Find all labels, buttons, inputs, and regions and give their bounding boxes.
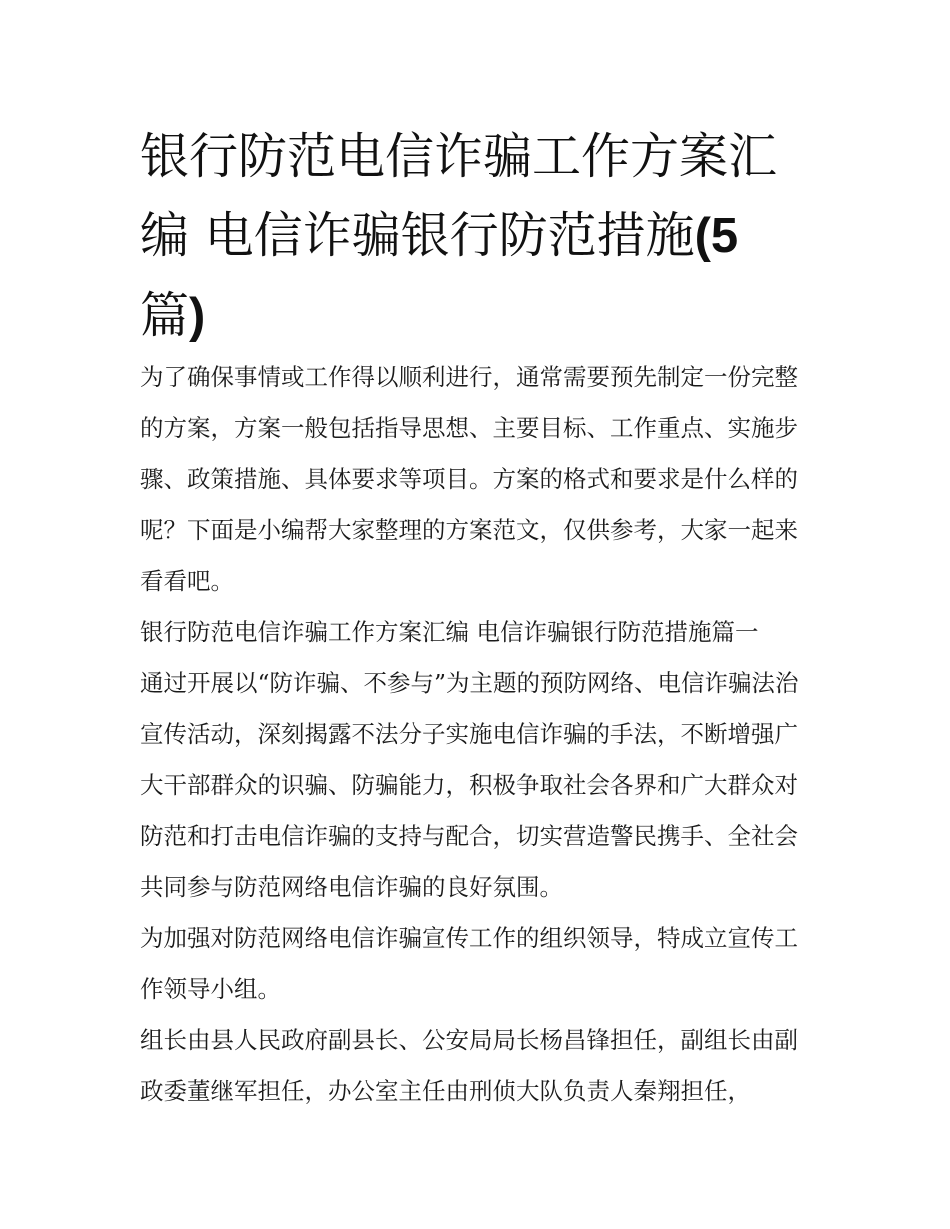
title-line-2-latin: (5 — [694, 209, 739, 263]
document-body — [140, 352, 820, 1117]
document-title — [140, 117, 820, 356]
intro-paragraph: 为了确保事情或工作得以顺利进行，通常需要预先制定一份完整的方案，方案一般包括指导思想、主要目标、工作重点、实施步骤、政策措施、具体要求等项目。方案的格式和要求是什么样的呢？下面是小编帮大家整理的方案范文，仅供参考，大家一起来看看吧。 — [140, 363, 798, 595]
title-line-3-latin: ) — [189, 289, 206, 343]
title-line-3-text: 篇 — [140, 287, 190, 344]
title-line-1: 银行防范电信诈骗工作方案汇 — [140, 128, 778, 185]
body-paragraph-1: 通过开展以“防诈骗、不参与”为主题的预防网络、电信诈骗法治宣传活动，深刻揭露不法分子实施电信诈骗的手法，不断增强广大干部群众的识骗、防骗能力，积极争取社会各界和广大群众对防范和打击电信诈骗的支持与配合，切实营造警民携手、全社会共同参与防范网络电信诈骗的良好氛围。 — [140, 669, 799, 901]
section-heading: 银行防范电信诈骗工作方案汇编 电信诈骗银行防范措施篇一 — [140, 618, 759, 646]
title-line-2-text: 编 电信诈骗银行防范措施 — [140, 207, 695, 264]
body-paragraph-2: 为加强对防范网络电信诈骗宣传工作的组织领导，特成立宣传工作领导小组。 — [140, 924, 798, 1003]
body-paragraph-3: 组长由县人民政府副县长、公安局局长杨昌锋担任，副组长由副政委董继军担任，办公室主任由刑侦大队负责人秦翔担任， — [140, 1026, 798, 1105]
